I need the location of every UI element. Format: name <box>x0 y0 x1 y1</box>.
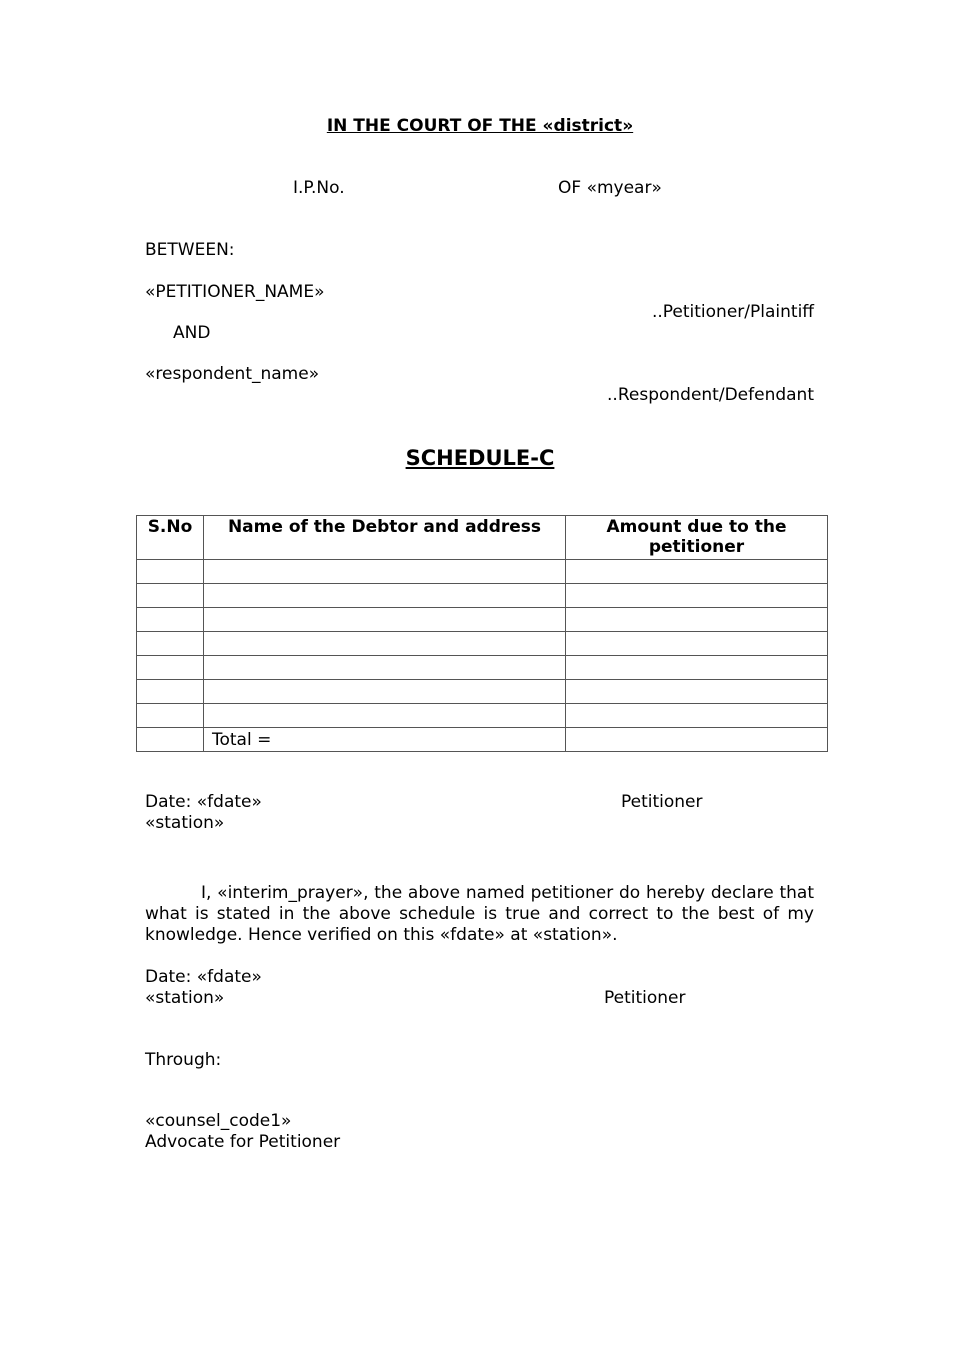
table-cell <box>137 680 204 704</box>
table-cell <box>566 560 828 584</box>
table-cell <box>204 680 566 704</box>
table-cell <box>204 560 566 584</box>
table-header-row <box>137 516 828 560</box>
column-header-amount: Amount due to the petitioner <box>566 516 828 560</box>
column-header-sno: S.No <box>137 516 204 560</box>
table-cell <box>566 704 828 728</box>
table-cell <box>204 608 566 632</box>
column-header-debtor: Name of the Debtor and address <box>204 516 566 560</box>
verification-text: I, «interim_prayer», the above named petitioner do hereby declare that what is stated in the above schedule is true and correct to the best of my knowledge. Hence verified on this «fdate» at «station». <box>145 883 814 945</box>
table-cell <box>137 608 204 632</box>
table-cell <box>137 560 204 584</box>
counsel-code: «counsel_code1» <box>145 1111 292 1131</box>
date-line-1: Date: «fdate» <box>145 792 262 812</box>
table-cell <box>566 632 828 656</box>
between-label: BETWEEN: <box>145 240 235 260</box>
respondent-role: ..Respondent/Defendant <box>607 385 814 405</box>
table-cell <box>566 584 828 608</box>
verification-paragraph <box>145 883 814 946</box>
table-row <box>137 560 828 584</box>
table-row <box>137 656 828 680</box>
table-row <box>137 632 828 656</box>
table-cell <box>137 704 204 728</box>
schedule-title: SCHEDULE-C <box>405 446 555 470</box>
table-cell <box>566 608 828 632</box>
table-cell <box>204 656 566 680</box>
petitioner-role: ..Petitioner/Plaintiff <box>651 302 814 322</box>
through-label: Through: <box>145 1050 222 1070</box>
table-row <box>137 704 828 728</box>
advocate-label: Advocate for Petitioner <box>145 1132 341 1152</box>
petitioner-name: «PETITIONER_NAME» <box>145 282 325 302</box>
table-row <box>137 608 828 632</box>
total-amount-cell <box>566 728 828 752</box>
date-line-2: Date: «fdate» <box>145 967 262 987</box>
table-row <box>137 584 828 608</box>
table-cell <box>566 680 828 704</box>
table-cell <box>566 656 828 680</box>
petitioner-signature-label-1: Petitioner <box>621 792 703 812</box>
table-cell <box>137 656 204 680</box>
petitioner-signature-label-2: Petitioner <box>604 988 686 1008</box>
court-title: IN THE COURT OF THE «district» <box>326 116 634 136</box>
of-year-label: OF «myear» <box>558 178 662 198</box>
respondent-name: «respondent_name» <box>145 364 320 384</box>
ip-number-label: I.P.No. <box>293 178 345 198</box>
station-line-2: «station» <box>145 988 225 1008</box>
table-cell <box>137 584 204 608</box>
table-cell <box>204 704 566 728</box>
table-cell <box>204 632 566 656</box>
table-cell <box>137 632 204 656</box>
table-cell <box>204 584 566 608</box>
table-cell <box>137 728 204 752</box>
and-label: AND <box>173 323 211 343</box>
total-label: Total = <box>204 728 566 752</box>
table-total-row <box>137 728 828 752</box>
schedule-table <box>136 515 828 752</box>
station-line-1: «station» <box>145 813 225 833</box>
table-row <box>137 680 828 704</box>
